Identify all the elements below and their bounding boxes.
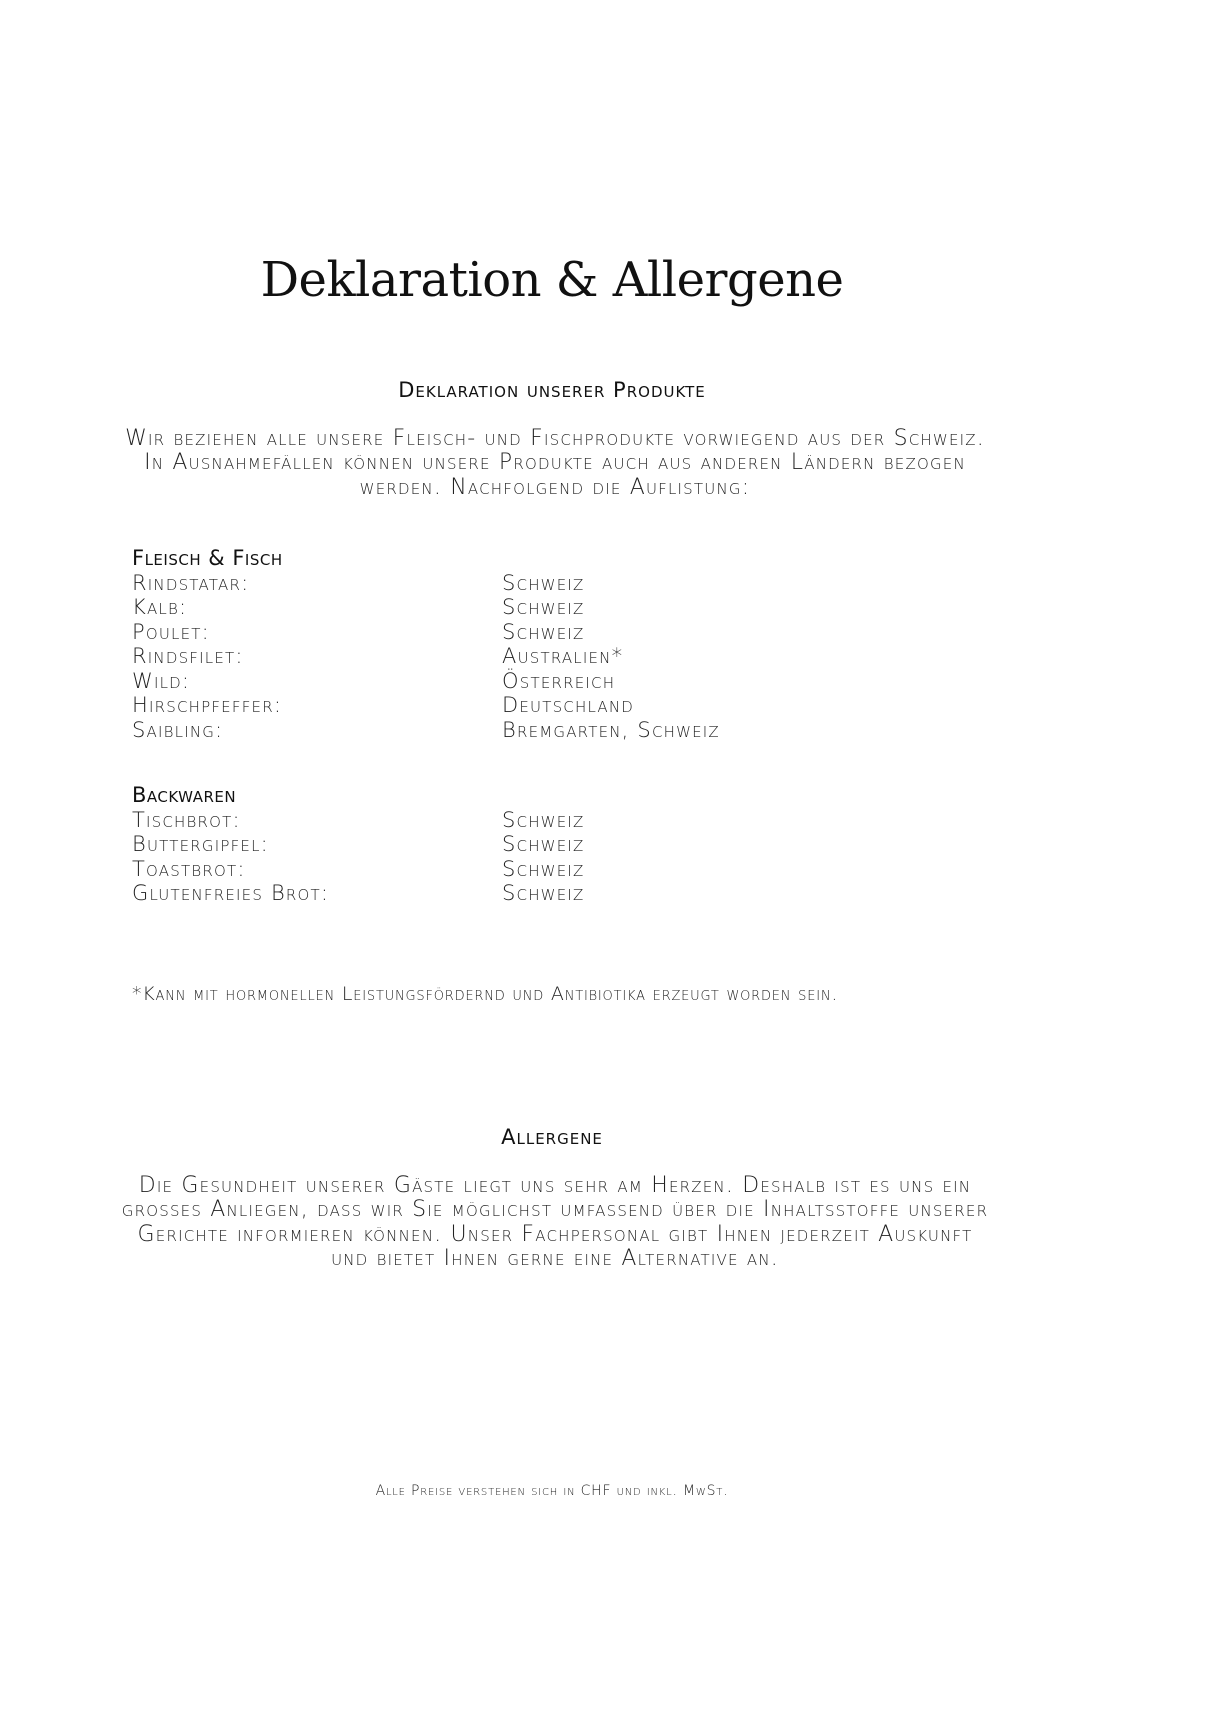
product-origin: Australien* (502, 644, 624, 668)
product-origin: Bremgarten, Schweiz (502, 717, 720, 742)
group-bakery (132, 783, 892, 906)
product-origin: Deutschland (502, 693, 634, 717)
product-label: Wild: (132, 668, 191, 693)
origin-row (132, 644, 892, 669)
product-origin: Schweiz (502, 832, 585, 856)
product-origin: Schweiz (502, 807, 585, 832)
origin-row (132, 832, 892, 857)
product-origin: Schweiz (502, 570, 585, 595)
group-meat-fish (132, 546, 892, 742)
origin-row (132, 881, 892, 906)
origin-row (132, 669, 892, 694)
product-origin: Schweiz (502, 856, 585, 881)
origin-row (132, 620, 892, 645)
price-note: Alle Preise verstehen sich in CHF und inkl. MwSt. (375, 1483, 729, 1499)
origin-row (132, 718, 892, 743)
allergens-text: Die Gesundheit unserer Gäste liegt uns sehr am Herzen. Deshalb ist es uns ein grosses Anliegen, dass wir Sie möglichst umfassend über die Inhaltsstoffe unserer Gerichte informieren können. Unser Fachpersonal gibt Ihnen jederzeit Auskunft und bietet Ihnen gerne eine Alternative an. (121, 1173, 989, 1272)
product-label: Kalb: (132, 595, 188, 619)
product-label: Poulet: (132, 619, 210, 644)
origin-row (132, 808, 892, 833)
product-origin: Schweiz (502, 881, 585, 905)
product-label: Glutenfreies Brot: (132, 881, 330, 905)
allergens-heading: Allergene (501, 1125, 603, 1149)
page-title: Deklaration & Allergene (260, 252, 844, 309)
product-label: Toastbrot: (132, 856, 246, 881)
product-label: Saibling: (132, 717, 224, 742)
product-label: Tischbrot: (132, 807, 241, 832)
origin-row (132, 857, 892, 882)
product-origin: Schweiz (502, 595, 585, 619)
origin-row (132, 693, 892, 718)
footnote: *Kann mit hormonellen Leistungsfördernd und Antibiotika erzeugt worden sein. (132, 983, 839, 1005)
group-title-meat-fish: Fleisch & Fisch (132, 546, 283, 570)
product-label: Rindstatar: (132, 570, 250, 595)
origin-row (132, 595, 892, 620)
product-origin: Schweiz (502, 619, 585, 644)
declaration-intro: Wir beziehen alle unsere Fleisch- und Fischprodukte vorwiegend aus der Schweiz. In Ausnahmefällen können unsere Produkte auch aus anderen Ländern bezogen werden. Nachfolgend die Auflistung: (125, 426, 985, 500)
group-title-bakery: Backwaren (132, 783, 237, 807)
origin-row (132, 571, 892, 596)
product-label: Hirschpfeffer: (132, 693, 283, 717)
product-origin: Österreich (502, 668, 616, 693)
declaration-heading: Deklaration unserer Produkte (398, 378, 706, 402)
product-label: Rindsfilet: (132, 644, 244, 668)
product-label: Buttergipfel: (132, 832, 269, 856)
